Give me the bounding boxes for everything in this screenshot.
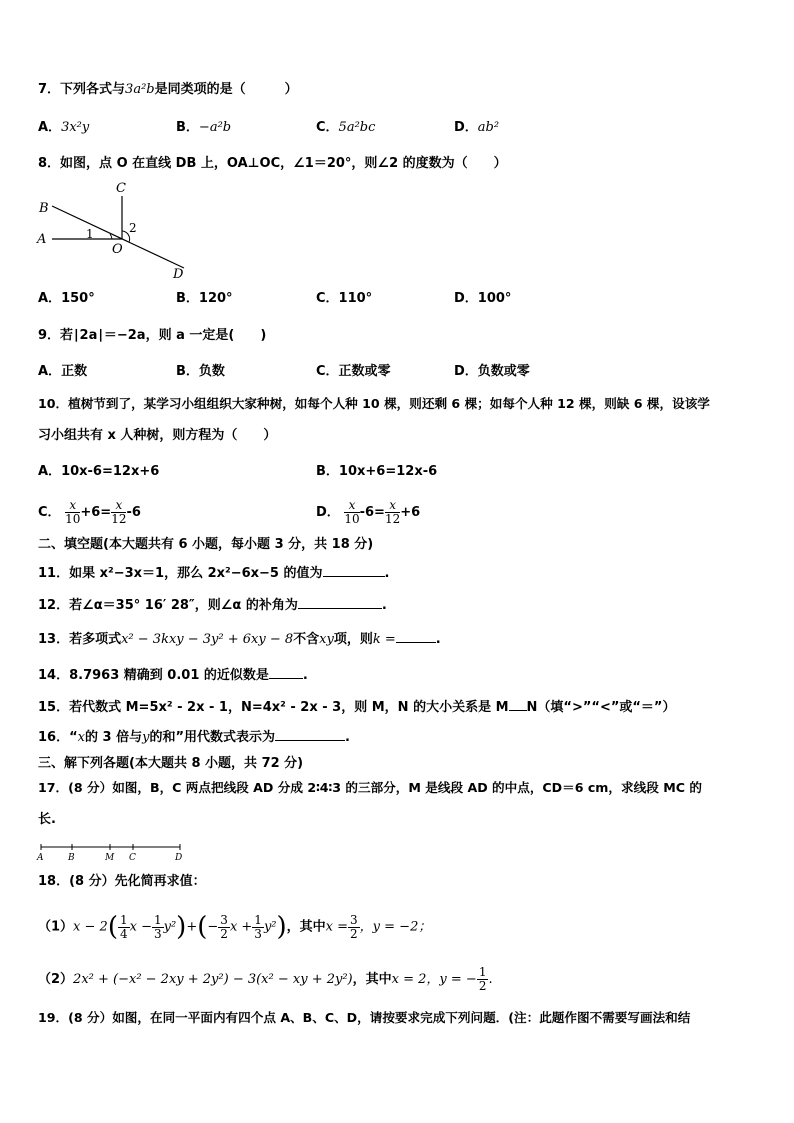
q18-part2: （2）2x² + (−x² − 2xy + 2y²) − 3(x² − xy + 2y²)，其中x = 2，y = − $\frac{1}{2}$ . [38, 965, 493, 993]
q10-option-c: C． $\frac{x}{10}$ +6= $\frac{x}{12}$ -6 [38, 498, 141, 526]
point-a: A [37, 853, 44, 863]
q8-stem: 8．如图，点 O 在直线 DB 上，OA⊥OC，∠1＝20°，则∠2 的度数为（ ） [38, 156, 507, 171]
q14: 14．8.7963 精确到 0.01 的近似数是 . [38, 668, 308, 683]
label-angle-2: 2 [129, 221, 137, 235]
point-b: B [68, 853, 75, 863]
q9-option-d: D．负数或零 [454, 364, 530, 379]
q19-stem: 19．(8 分）如图，在同一平面内有四个点 A、B、C、D，请按要求完成下列问题．(注：此题作图不需要写画法和结 [38, 1010, 691, 1025]
q13-blank[interactable] [396, 630, 436, 643]
q8-option-a: A．150° [38, 291, 95, 306]
q10-option-d: D． $\frac{x}{10}$ -6= $\frac{x}{12}$ +6 [316, 498, 421, 526]
q8-option-b: B．120° [176, 291, 233, 306]
q15-blank[interactable] [509, 698, 527, 711]
q17-line2: 长. [38, 812, 56, 827]
q16: 16．“x的 3 倍与y的和”用代数式表示为 . [38, 730, 350, 745]
point-m: M [105, 853, 115, 863]
q11: 11．如果 x²−3x＝1，那么 2x²−6x−5 的值为 . [38, 566, 390, 581]
q12-blank[interactable] [298, 596, 382, 609]
point-d: D [175, 853, 183, 863]
q10-stem-line1: 10．植树节到了，某学习小组组织大家种树，如每个人种 10 棵，则还剩 6 棵；如每个人种 12 棵，则缺 6 棵，设该学 [38, 396, 710, 411]
q16-blank[interactable] [275, 728, 345, 741]
label-o: O [112, 242, 123, 257]
point-c: C [129, 853, 136, 863]
q7-option-c: C．5a²bc [316, 120, 376, 135]
q7-option-a: A．3x²y [38, 120, 90, 135]
q8-option-d: D．100° [454, 291, 512, 306]
q18-part1: （1）x − 2( $\frac{1}{4}$ x − $\frac{1}{3}$ y²)+(− $\frac{3}{2}$ x + $\frac{1}{3}$ y²)，其中x = $\frac{3}{2}$ ，y = −2； [38, 912, 432, 942]
q9-stem: 9．若∣2a∣＝−2a，则 a 一定是( ) [38, 328, 267, 343]
q7-option-b: B．−a²b [176, 120, 232, 135]
q8-figure [34, 178, 194, 284]
q14-blank[interactable] [269, 666, 303, 679]
section-3-heading: 三、解下列各题(本大题共 8 小题，共 72 分) [38, 756, 304, 771]
q13: 13．若多项式x² − 3kxy − 3y² + 6xy − 8不含xy项，则k = . [38, 632, 441, 647]
q10-option-a: A．10x-6=12x+6 [38, 464, 160, 479]
section-2-heading: 二、填空题(本大题共有 6 小题，每小题 3 分，共 18 分) [38, 537, 374, 552]
q15: 15．若代数式 M=5x² - 2x - 1，N=4x² - 2x - 3，则 M，N 的大小关系是 M N（填“>”“<”或“＝”） [38, 700, 676, 715]
q17-line1: 17．(8 分）如图，B，C 两点把线段 AD 分成 2∶4∶3 的三部分，M 是线段 AD 的中点，CD＝6 cm，求线段 MC 的 [38, 780, 702, 795]
q8-option-c: C．110° [316, 291, 373, 306]
q9-option-b: B．负数 [176, 364, 225, 379]
q9-option-a: A．正数 [38, 364, 88, 379]
q18-stem: 18．(8 分）先化简再求值： [38, 874, 206, 889]
label-angle-1: 1 [86, 227, 94, 241]
label-b: B [39, 201, 49, 216]
label-c: C [116, 181, 126, 196]
q17-figure [34, 840, 194, 864]
q9-option-c: C．正数或零 [316, 364, 391, 379]
q10-option-b: B．10x+6=12x-6 [316, 464, 438, 479]
q7-stem: 7．下列各式与3a²b是同类项的是（ ） [38, 82, 298, 97]
q10-stem-line2: 习小组共有 x 人种树，则方程为（ ） [38, 428, 277, 443]
label-d: D [173, 267, 184, 282]
label-a: A [37, 232, 47, 247]
q12: 12．若∠α＝35° 16′ 28″，则∠α 的补角为 . [38, 598, 387, 613]
q7-option-d: D．ab² [454, 120, 500, 135]
q11-blank[interactable] [323, 564, 385, 577]
